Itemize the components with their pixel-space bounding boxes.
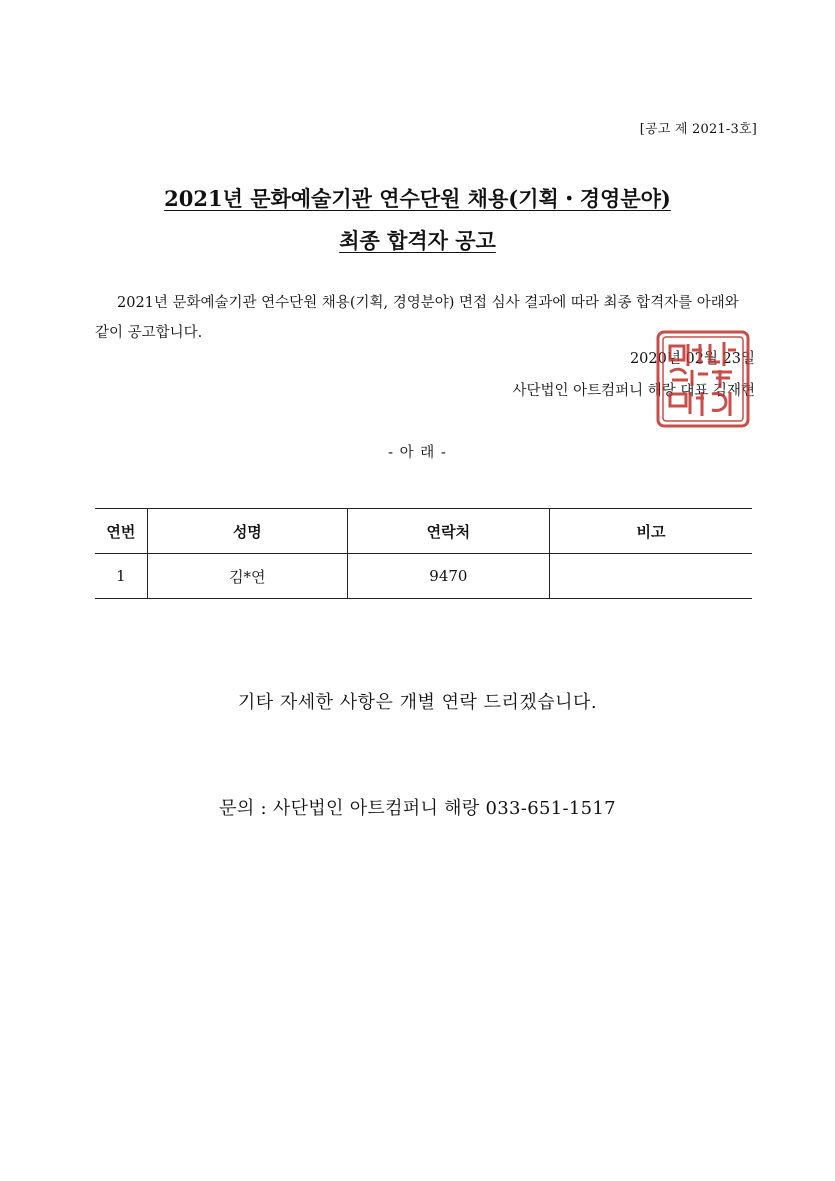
closing-note: 기타 자세한 사항은 개별 연락 드리겠습니다.	[237, 692, 598, 713]
cell-contact: 9470	[347, 554, 549, 599]
signer: 사단법인 아트컴퍼니 해랑 대표 김재현	[512, 383, 755, 399]
header-remarks: 비고	[549, 509, 752, 554]
title-line-2: 최종 합격자 공고	[339, 228, 496, 253]
body-paragraph: 2021년 문화예술기관 연수단원 채용(기획, 경영분야) 면접 심사 결과에 따라 최종 합격자를 아래와 같이 공고합니다.	[95, 295, 739, 341]
official-seal-stamp	[654, 328, 752, 430]
title-line-1: 2021년 문화예술기관 연수단원 채용(기획・경영분야)	[164, 186, 671, 211]
result-table	[95, 508, 752, 599]
table-row	[95, 554, 752, 599]
issue-date: 2020년 02월 23일	[629, 351, 755, 367]
section-label: - 아 래 -	[388, 445, 447, 461]
cell-name: 김*연	[147, 554, 347, 599]
cell-number: 1	[116, 567, 126, 585]
table-header-row	[95, 509, 752, 554]
header-contact: 연락처	[347, 509, 549, 554]
cell-remarks	[549, 554, 752, 599]
notice-number: [공고 제 2021-3호]	[639, 122, 757, 137]
header-name: 성명	[147, 509, 347, 554]
header-number: 연번	[106, 522, 136, 541]
contact-info: 문의 : 사단법인 아트컴퍼니 해랑 033-651-1517	[219, 798, 616, 819]
